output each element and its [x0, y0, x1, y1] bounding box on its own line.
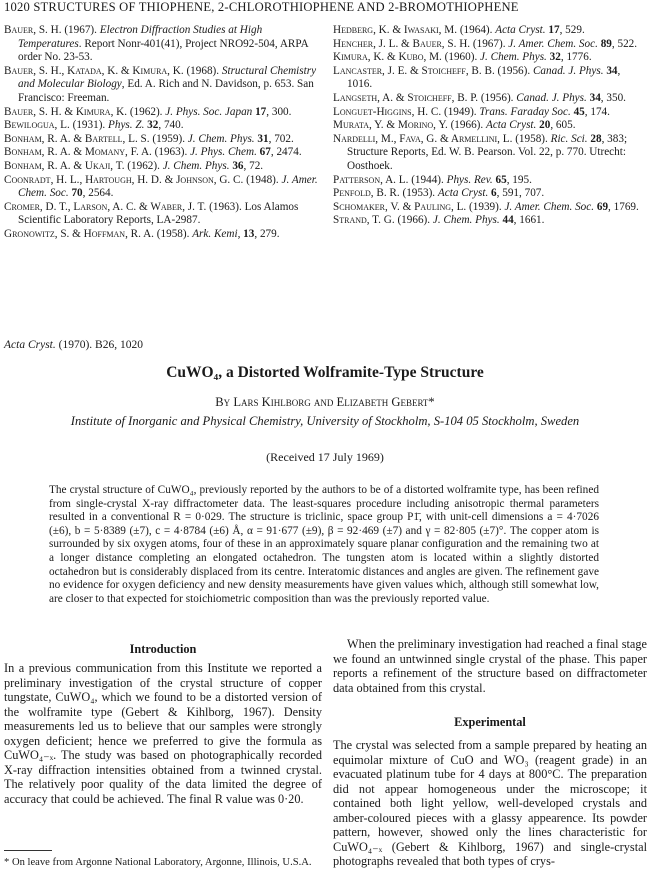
reference-authors: Langseth, A. & Stoicheff, B. P. — [333, 91, 479, 104]
reference-volume: 36 — [232, 159, 244, 172]
reference-source: Acta Cryst. — [486, 119, 537, 132]
reference-volume: 13 — [243, 227, 255, 240]
reference-year: (1956). — [494, 64, 533, 77]
reference-year: (1958). — [512, 132, 551, 145]
reference-authors: Schomaker, V. & Pauling, L. — [333, 200, 467, 213]
reference-entry — [4, 24, 322, 65]
reference-source: Phys. Z. — [108, 119, 145, 132]
reference-volume: 45 — [573, 105, 585, 118]
reference-entry — [333, 106, 647, 120]
reference-volume: 17 — [548, 24, 560, 36]
reference-year: (1963). — [151, 146, 191, 159]
reference-year: (1968). — [183, 64, 222, 77]
reference-year: (1962). — [124, 159, 163, 172]
reference-source: Trans. Faraday Soc. — [479, 105, 571, 118]
references-right-column — [333, 24, 647, 228]
reference-entry — [333, 174, 647, 188]
reference-source: J. Chem. Phys. — [432, 214, 500, 227]
reference-year: (1959). — [149, 132, 188, 145]
reference-volume: 17 — [255, 105, 267, 118]
reference-authors: Hedberg, K. & Iwasaki, M. — [333, 24, 458, 36]
reference-year: (1962). — [127, 105, 166, 118]
reference-source: J. Phys. Chem. — [190, 146, 257, 159]
reference-pages: , 2564. — [82, 187, 114, 200]
reference-entry — [4, 133, 322, 147]
references-left-column — [4, 24, 322, 242]
reference-source: Structural Chemistry and Molecular Biology — [18, 64, 317, 91]
running-head: 1020 STRUCTURES OF THIOPHENE, 2-CHLOROTHIOPHENE AND 2-BROMOTHIOPHENE — [4, 0, 519, 14]
reference-source: Ark. Kemi, — [192, 227, 241, 240]
reference-pages: , 2474. — [270, 146, 302, 159]
reference-year: (1958). — [153, 227, 193, 240]
reference-entry — [333, 214, 647, 228]
reference-authors: Coonradt, H. L., Hartough, H. D. & Johnson, G. C. — [4, 173, 244, 186]
introduction-heading: Introduction — [129, 642, 197, 656]
reference-year: (1964). — [457, 24, 496, 36]
reference-pages: , 591, 707. — [496, 187, 545, 200]
reference-volume: 20 — [539, 119, 551, 132]
reference-source: Canad. J. Phys. — [532, 64, 604, 77]
abstract: The crystal structure of CuWO₄, previously reported by the authors to be of a distorted wolframite type, has been refined from single-crystal X-ray diffractometer data. The least-squares procedure including anisotropic thermal parameters resulted in a conventional R = 0·029. The structure is triclinic, space group P1̄, with unit-cell dimensions a = 4·7026 (±6), b = 5·8389 (±7), c = 4·8784 (±6) Å, α = 91·677 (±9), β = 92·469 (±7) and γ = 82·805 (±7)°. The copper atom is surrounded by six oxygen atoms, four of these in an approximately square planar configuration and the remaining two at a longer distance completing an elongated octahedron. The tungsten atom is located within a slightly distorted octahedron but is considerably displaced from its centre. Interatomic distances and angles are given. The refinement gave no evidence for oxygen deficiency and new density measurements have given values which, although still somewhat low, are closer to that expected for stoichiometric composition than was the previously reported value. — [49, 484, 599, 605]
reference-source: Phys. Rev. — [446, 173, 493, 186]
reference-authors: Bauer, S. H., Katada, K. & Kimura, K. — [4, 64, 184, 77]
reference-pages: , 350. — [600, 91, 626, 104]
reference-authors: Bonham, R. A. & Ukaji, T. — [4, 159, 125, 172]
reference-authors: Bonham, R. A. & Bartell, L. S. — [4, 132, 150, 145]
journal-name: Acta Cryst. — [4, 339, 56, 351]
reference-authors: Cromer, D. T., Larson, A. C. & Waber, J. T. — [4, 200, 207, 213]
article-authors: By Lars Kihlborg and Elizabeth Gebert* — [215, 395, 435, 409]
footnote-rule — [4, 850, 52, 851]
reference-authors: Bewilogua, L. — [4, 119, 70, 132]
reference-entry — [333, 65, 647, 92]
reference-pages: , 1769. — [608, 200, 639, 213]
reference-pages: , 522. — [611, 37, 638, 50]
reference-pages: , 300. — [266, 105, 292, 118]
reference-entry — [4, 106, 322, 120]
reference-volume: 70 — [71, 187, 83, 200]
reference-pages: , 195. — [506, 173, 532, 186]
reference-entry — [4, 119, 322, 133]
reference-source: J. Amer. Chem. Soc. — [504, 200, 595, 213]
reference-entry — [333, 38, 647, 52]
reference-year: (1931). — [69, 119, 109, 132]
reference-authors: Lancaster, J. E. & Stoicheff, B. B. — [333, 64, 495, 77]
reference-source: J. Chem. Phys. — [162, 159, 230, 172]
reference-pages: , 1776. — [560, 51, 592, 64]
reference-pages: , 174. — [584, 105, 610, 118]
reference-pages: , 702. — [268, 132, 294, 145]
reference-authors: Murata, Y. & Morino, Y. — [333, 119, 448, 132]
reference-volume: 89 — [600, 37, 612, 50]
reference-entry — [4, 228, 322, 242]
reference-volume: 32 — [147, 119, 159, 132]
reference-year: (1949). — [441, 105, 480, 118]
reference-source: J. Chem. Phys. — [480, 51, 547, 64]
reference-source: J. Phys. Soc. Japan — [165, 105, 253, 118]
reference-pages: . Report Nonr-401(41), Project NRO92-504, ARPA order No. 23-53. — [18, 37, 309, 64]
introduction-paragraph: In a previous communication from this Institute we reported a preliminary investigation of the crystal structure of copper tungstate, CuWO₄, which we found to be a distorted version of the wolframite type (Gebert & Kihlborg, 1967). Density measurements led us to believe that our samples were strongly oxygen deficient; hence we preferred to give the formula as CuWO₄₋ₓ. The study was based on photographically recorded X-ray diffraction intensities obtained from a twinned crystal. The relatively poor quality of the data limited the degree of accuracy that could be achieved. The final R value was 0·20. — [4, 661, 322, 806]
reference-source: Ric. Sci. — [550, 132, 588, 145]
article-affiliation: Institute of Inorganic and Physical Chemistry, University of Stockholm, S-104 05 Stockholm, Sweden — [70, 414, 580, 428]
reference-entry — [333, 133, 647, 174]
reference-volume: 31 — [257, 132, 269, 145]
reference-source: Acta Cryst. — [495, 24, 546, 36]
reference-pages: , 279. — [254, 227, 280, 240]
reference-authors: Longuet-Higgins, H. C. — [333, 105, 442, 118]
reference-source: Acta Cryst. — [437, 187, 489, 200]
reference-authors: Gronowitz, S. & Hoffman, R. A. — [4, 227, 154, 240]
reference-year: (1939). — [466, 200, 505, 213]
reference-entry — [4, 201, 322, 228]
reference-entry — [333, 201, 647, 215]
reference-year: (1966). — [394, 214, 433, 227]
reference-year: (1967). — [470, 37, 509, 50]
reference-volume: 34 — [589, 91, 601, 104]
reference-authors: Nardelli, M., Fava, G. & Armellini, L. — [333, 132, 513, 145]
reference-volume: 67 — [259, 146, 271, 159]
reference-year: (1944). — [408, 173, 447, 186]
reference-year: (1966). — [447, 119, 486, 132]
received-date: (Received 17 July 1969) — [266, 450, 384, 464]
reference-year: (1960). — [441, 51, 481, 64]
reference-year: (1953). — [399, 187, 438, 200]
reference-authors: Penfold, B. R. — [333, 187, 400, 200]
reference-source: J. Chem. Phys. — [187, 132, 255, 145]
right-column-paragraph: When the preliminary investigation had reached a final stage we found an untwinned single crystal of the phase. This paper reports a refinement of the structure based on diffractometer data obtained from this crystal. — [333, 637, 647, 695]
reference-authors: Kimura, K. & Kubo, M. — [333, 51, 442, 64]
reference-authors: Bauer, S. H. — [4, 24, 62, 36]
footnote: * On leave from Argonne National Laboratory, Argonne, Illinois, U.S.A. — [4, 857, 312, 868]
reference-entry — [333, 24, 647, 38]
reference-volume: 34 — [606, 64, 618, 77]
reference-pages: , 1016. — [347, 64, 621, 91]
reference-volume: 69 — [596, 200, 609, 213]
reference-source: Canad. J. Phys. — [516, 91, 587, 104]
reference-pages: , 72. — [243, 159, 264, 172]
reference-authors: Strand, T. G. — [333, 214, 395, 227]
reference-entry — [4, 65, 322, 106]
reference-pages: , 383; Structure Reports, Ed. W. B. Pearson. Vol. 22, p. 770. Utrecht: Oosthoek. — [347, 132, 628, 172]
reference-year: (1967). — [61, 24, 100, 36]
reference-volume: 32 — [549, 51, 561, 64]
journal-volume: (1970). B26, 1020 — [55, 339, 143, 351]
reference-pages: , 529. — [559, 24, 585, 36]
reference-source: J. Amer. Chem. Soc. — [508, 37, 598, 50]
reference-authors: Bonham, R. A. & Momany, F. A. — [4, 146, 152, 159]
reference-entry — [4, 146, 322, 160]
experimental-heading: Experimental — [454, 715, 526, 729]
reference-volume: 65 — [495, 173, 507, 186]
reference-source: Electron Diffraction Studies at High Temperatures — [18, 24, 263, 50]
reference-volume: 44 — [502, 214, 514, 227]
reference-year: (1948). — [243, 173, 282, 186]
reference-volume: 28 — [590, 132, 602, 145]
reference-entry — [333, 92, 647, 106]
reference-volume: 6 — [491, 187, 497, 200]
reference-authors: Hencher, J. L. & Bauer, S. H. — [333, 37, 471, 50]
article-title: CuWO₄, a Distorted Wolframite-Type Structure — [166, 364, 484, 381]
reference-entry — [333, 51, 647, 65]
reference-year: (1956). — [478, 91, 517, 104]
reference-pages: , 740. — [158, 119, 184, 132]
reference-entry — [333, 119, 647, 133]
reference-entry — [4, 174, 322, 201]
reference-entry — [333, 187, 647, 201]
reference-entry — [4, 160, 322, 174]
reference-year: (1963). Los Alamos Scientific Laboratory Reports, LA-2987. — [18, 200, 299, 227]
reference-pages: , Ed. A. Rich and N. Davidson, p. 653. San Francisco: Freeman. — [18, 78, 314, 104]
reference-authors: Patterson, A. L. — [333, 173, 409, 186]
journal-citation — [4, 339, 143, 351]
experimental-paragraph: The crystal was selected from a sample prepared by heating an equimolar mixture of CuO and WO₃ (reagent grade) in an evacuated platinum tube for 4 days at 800°C. The preparation did not appear homogeneous under the microscope; it contained both light yellow, well-developed crystals and amber-coloured pieces with a glassy appearence. Its powder pattern, however, showed only the lines characteristic for CuWO₄₋ₓ (Gebert & Kihlborg, 1967) and single-crystal photographs revealed that both types of crys- — [333, 738, 647, 868]
reference-pages: , 605. — [550, 119, 576, 132]
reference-authors: Bauer, S. H. & Kimura, K. — [4, 105, 128, 118]
reference-pages: , 1661. — [513, 214, 545, 227]
reference-source: J. Amer. Chem. Soc. — [18, 173, 318, 200]
